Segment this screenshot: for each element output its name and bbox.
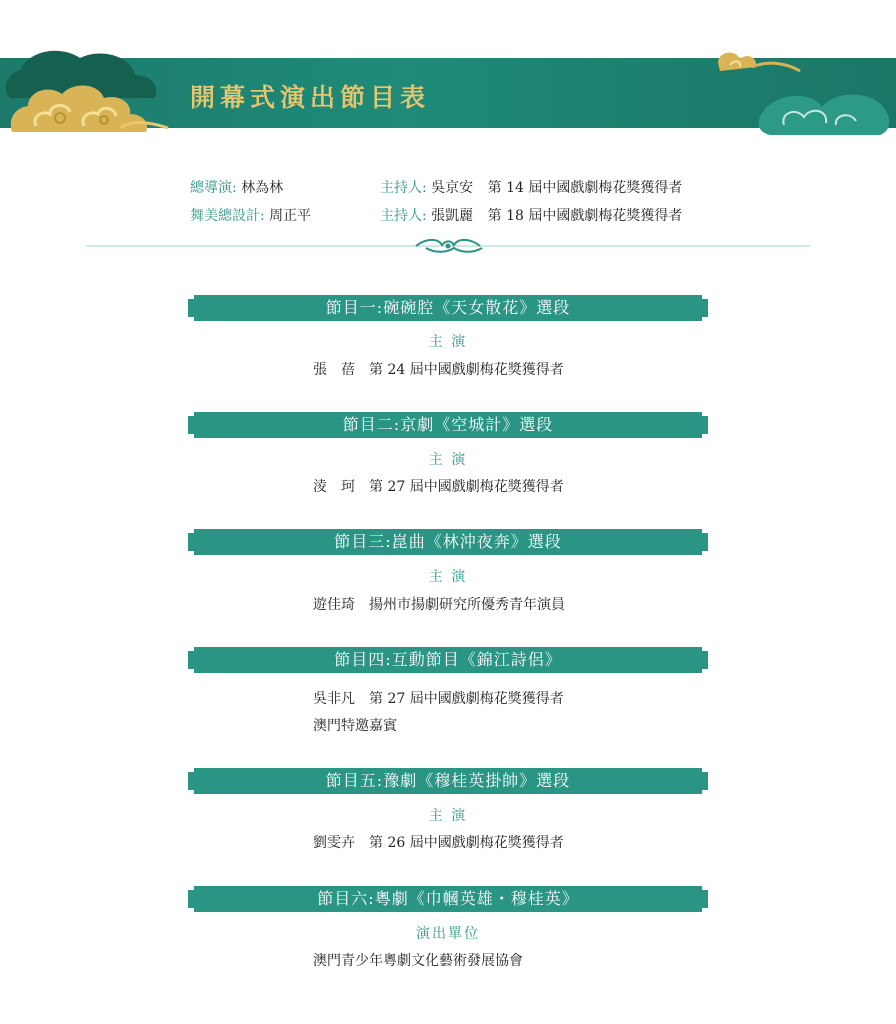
credit-label: 總導演:	[190, 180, 237, 196]
ornamental-divider	[86, 236, 810, 256]
program-role-label: 演出單位	[416, 926, 480, 942]
program-header	[188, 647, 708, 673]
auspicious-cloud-left-icon	[0, 40, 175, 135]
program-performer: 澳門特邀嘉賓	[313, 718, 397, 734]
credit-label: 舞美總設計:	[190, 208, 265, 224]
program-header	[188, 412, 708, 438]
program-role-label: 主 演	[428, 334, 468, 350]
program-title: 節目五:豫劇《穆桂英掛帥》選段	[325, 771, 571, 790]
program-header	[188, 886, 708, 912]
program-header	[188, 768, 708, 794]
program-header	[188, 295, 708, 321]
program-performer: 張 蓓 第 24 屆中國戲劇梅花獎獲得者	[313, 362, 564, 378]
program-title: 節目六:粵劇《巾幗英雄・穆桂英》	[317, 889, 579, 908]
credit-director	[190, 177, 283, 197]
program-performer: 吳非凡 第 27 屆中國戲劇梅花獎獲得者	[313, 691, 564, 707]
program-header	[188, 529, 708, 555]
credit-award: 第 18 屆中國戲劇梅花獎獲得者	[487, 208, 683, 224]
program-performer: 遊佳琦 揚州市揚劇研究所優秀青年演員	[313, 597, 565, 613]
credit-stage-designer	[190, 205, 311, 225]
credit-host-1	[380, 177, 682, 197]
program-performer: 淩 珂 第 27 屆中國戲劇梅花獎獲得者	[313, 479, 564, 495]
program-title: 節目四:互動節目《錦江詩侶》	[334, 650, 562, 669]
program-title: 節目一:碗碗腔《天女散花》選段	[325, 298, 571, 317]
page-title: 開幕式演出節目表	[190, 83, 431, 112]
credit-name: 林為林	[241, 180, 284, 196]
credit-award: 第 14 屆中國戲劇梅花獎獲得者	[487, 180, 683, 196]
program-performer: 澳門青少年粵劇文化藝術發展協會	[313, 953, 523, 969]
credit-label: 主持人:	[380, 180, 427, 196]
credit-label: 主持人:	[380, 208, 427, 224]
auspicious-cloud-right-icon	[700, 45, 896, 140]
program-role-label: 主 演	[428, 569, 468, 585]
program-performer: 劉雯卉 第 26 屆中國戲劇梅花獎獲得者	[313, 835, 564, 851]
credit-name: 吳京安	[431, 180, 474, 196]
credit-name: 周正平	[269, 208, 312, 224]
program-role-label: 主 演	[428, 452, 468, 468]
program-title: 節目三:崑曲《林沖夜奔》選段	[334, 532, 562, 551]
program-role-label: 主 演	[428, 808, 468, 824]
program-title: 節目二:京劇《空城計》選段	[342, 415, 554, 434]
credit-host-2	[380, 205, 682, 225]
credit-name: 張凱麗	[431, 208, 474, 224]
